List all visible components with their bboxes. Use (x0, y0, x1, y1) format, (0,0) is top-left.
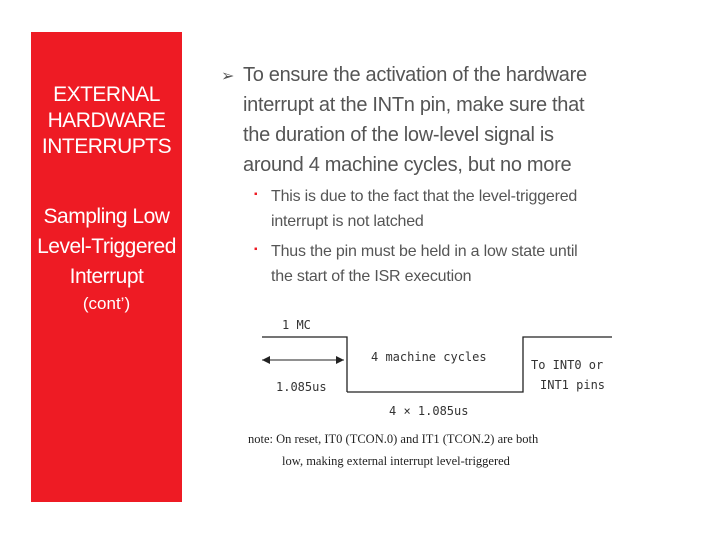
pins-label-line-1: To INT0 or (531, 358, 604, 372)
square-bullet-icon: ▪ (254, 244, 258, 255)
subtitle-line-3: Interrupt (69, 265, 144, 288)
main-line-4: around 4 machine cycles, but no more (243, 154, 572, 176)
main-line-1: To ensure the activation of the hardware (243, 64, 587, 86)
subtitle-line-1: Sampling Low (43, 205, 170, 228)
note-line-2: low, making external interrupt level-triggered (282, 454, 510, 468)
subtitle-line-2: Level-Triggered (37, 235, 176, 258)
sub-point-2-line-2: the start of the ISR execution (271, 268, 472, 285)
arrow-right-head (336, 356, 344, 364)
arrow-bullet-icon: ➢ (221, 68, 235, 85)
square-bullet-icon: ▪ (254, 189, 258, 200)
title-line-2: HARDWARE (47, 109, 166, 132)
total-time-label: 4 × 1.085us (389, 404, 469, 418)
sub-point-2-line-1: Thus the pin must be held in a low state until (271, 243, 578, 260)
main-line-3: the duration of the low-level signal is (243, 124, 554, 146)
main-line-2: interrupt at the INTn pin, make sure that (243, 94, 585, 116)
pins-label-line-2: INT1 pins (540, 378, 606, 392)
sub-point-1-line-2: interrupt is not latched (271, 213, 424, 230)
title-line-1: EXTERNAL (53, 83, 160, 106)
cycles-label: 4 machine cycles (371, 350, 487, 364)
mc-label: 1 MC (282, 318, 311, 332)
continued-label: (cont’) (82, 294, 131, 313)
title-line-3: INTERRUPTS (41, 135, 172, 158)
sub-point-1-line-1: This is due to the fact that the level-triggered (271, 188, 578, 205)
note-line-1: note: On reset, IT0 (TCON.0) and IT1 (TCON.2) are both (248, 432, 539, 446)
time-label: 1.085us (276, 380, 327, 394)
arrow-left-head (262, 356, 270, 364)
